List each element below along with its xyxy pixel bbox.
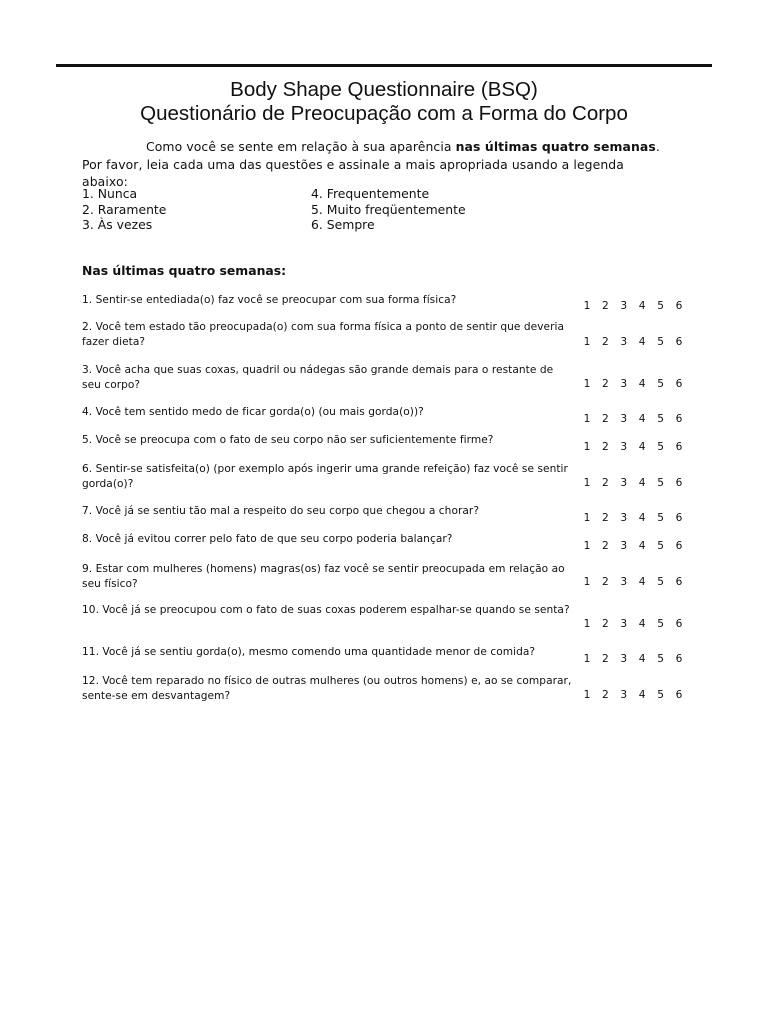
scale-option-1[interactable]: 1	[583, 378, 591, 390]
scale-option-3[interactable]: 3	[620, 653, 628, 665]
legend-item-as-vezes: 3. Às vezes	[82, 217, 153, 232]
scale-option-1[interactable]: 1	[583, 477, 591, 489]
scale-option-5[interactable]: 5	[657, 336, 664, 348]
scale-option-3[interactable]: 3	[620, 512, 628, 524]
question-text: 3. Você acha que suas coxas, quadril ou nádegas são grande demais para o restante de seu corpo?	[82, 364, 554, 391]
scale-option-3[interactable]: 3	[620, 441, 628, 453]
answer-scale	[583, 335, 683, 349]
question-text: 4. Você tem sentido medo de ficar gorda(o) (ou mais gorda(o))?	[82, 406, 424, 418]
intro-text-end: . Por favor, leia cada uma das questões e assinale a mais apropriada usando a legenda abaixo:	[82, 139, 660, 189]
scale-option-1[interactable]: 1	[583, 689, 591, 701]
question-text: 12. Você tem reparado no físico de outras mulheres (ou outros homens) e, ao se comparar, sente-se em desvantagem?	[82, 675, 572, 702]
scale-option-3[interactable]: 3	[620, 336, 628, 348]
scale-option-4[interactable]: 4	[638, 336, 646, 348]
scale-option-1[interactable]: 1	[583, 618, 591, 630]
intro-text-start: Como você se sente em relação à sua aparência	[146, 139, 456, 154]
scale-option-4[interactable]: 4	[638, 300, 646, 312]
scale-option-5[interactable]: 5	[657, 512, 664, 524]
scale-option-4[interactable]: 4	[638, 618, 646, 630]
scale-option-5[interactable]: 5	[657, 689, 664, 701]
scale-option-3[interactable]: 3	[620, 300, 628, 312]
answer-scale	[583, 688, 683, 702]
scale-option-2[interactable]: 2	[602, 300, 609, 312]
scale-option-5[interactable]: 5	[657, 441, 664, 453]
scale-option-3[interactable]: 3	[620, 477, 628, 489]
scale-option-6[interactable]: 6	[675, 653, 683, 665]
scale-option-4[interactable]: 4	[638, 576, 646, 588]
scale-option-6[interactable]: 6	[675, 413, 683, 425]
scale-option-4[interactable]: 4	[638, 378, 646, 390]
top-rule	[56, 64, 712, 67]
scale-option-5[interactable]: 5	[657, 576, 664, 588]
answer-scale	[583, 511, 683, 525]
scale-option-1[interactable]: 1	[583, 441, 591, 453]
scale-option-4[interactable]: 4	[638, 653, 646, 665]
answer-scale	[583, 440, 683, 454]
scale-option-5[interactable]: 5	[657, 540, 664, 552]
scale-option-4[interactable]: 4	[638, 540, 646, 552]
scale-option-1[interactable]: 1	[583, 653, 591, 665]
scale-option-3[interactable]: 3	[620, 689, 628, 701]
scale-option-6[interactable]: 6	[675, 336, 683, 348]
scale-option-1[interactable]: 1	[583, 540, 591, 552]
legend-item-sempre: 6. Sempre	[311, 217, 375, 232]
scale-option-6[interactable]: 6	[675, 477, 683, 489]
scale-option-3[interactable]: 3	[620, 618, 628, 630]
legend-item-nunca: 1. Nunca	[82, 186, 138, 201]
scale-option-1[interactable]: 1	[583, 413, 591, 425]
scale-option-2[interactable]: 2	[602, 618, 609, 630]
scale-option-6[interactable]: 6	[675, 512, 683, 524]
scale-option-6[interactable]: 6	[675, 576, 683, 588]
scale-option-5[interactable]: 5	[657, 378, 664, 390]
question-text: 9. Estar com mulheres (homens) magras(os) faz você se sentir preocupada em relação ao seu físico?	[82, 563, 565, 590]
question-text: 6. Sentir-se satisfeita(o) (por exemplo após ingerir uma grande refeição) faz você se sentir gorda(o)?	[82, 463, 568, 490]
scale-option-1[interactable]: 1	[583, 576, 591, 588]
section-heading: Nas últimas quatro semanas:	[82, 263, 287, 278]
scale-option-2[interactable]: 2	[602, 441, 609, 453]
title-portuguese: Questionário de Preocupação com a Forma do Corpo	[140, 102, 628, 125]
scale-option-3[interactable]: 3	[620, 576, 628, 588]
intro-paragraph	[82, 138, 662, 191]
scale-option-5[interactable]: 5	[657, 618, 664, 630]
scale-option-3[interactable]: 3	[620, 540, 628, 552]
question-text: 2. Você tem estado tão preocupada(o) com sua forma física a ponto de sentir que deveria fazer dieta?	[82, 321, 565, 348]
scale-option-2[interactable]: 2	[602, 653, 609, 665]
scale-option-4[interactable]: 4	[638, 477, 646, 489]
scale-option-6[interactable]: 6	[675, 618, 683, 630]
question-text: 5. Você se preocupa com o fato de seu corpo não ser suficientemente firme?	[82, 434, 494, 446]
scale-option-1[interactable]: 1	[583, 512, 591, 524]
scale-option-2[interactable]: 2	[602, 378, 609, 390]
question-text: 1. Sentir-se entediada(o) faz você se preocupar com sua forma física?	[82, 294, 457, 306]
scale-option-2[interactable]: 2	[602, 689, 609, 701]
legend-item-raramente: 2. Raramente	[82, 202, 167, 217]
scale-option-6[interactable]: 6	[675, 300, 683, 312]
scale-option-6[interactable]: 6	[675, 689, 683, 701]
scale-option-3[interactable]: 3	[620, 378, 628, 390]
answer-scale	[583, 299, 683, 313]
scale-option-1[interactable]: 1	[583, 336, 591, 348]
scale-option-3[interactable]: 3	[620, 413, 628, 425]
scale-option-5[interactable]: 5	[657, 413, 664, 425]
scale-option-5[interactable]: 5	[657, 300, 664, 312]
answer-scale	[583, 539, 683, 553]
scale-option-2[interactable]: 2	[602, 477, 609, 489]
scale-option-5[interactable]: 5	[657, 477, 664, 489]
answer-scale	[583, 377, 683, 391]
scale-option-1[interactable]: 1	[583, 300, 591, 312]
question-text: 7. Você já se sentiu tão mal a respeito do seu corpo que chegou a chorar?	[82, 505, 479, 517]
scale-option-6[interactable]: 6	[675, 441, 683, 453]
intro-text-emphasis: nas últimas quatro semanas	[455, 139, 656, 154]
scale-option-4[interactable]: 4	[638, 689, 646, 701]
scale-option-2[interactable]: 2	[602, 336, 609, 348]
scale-option-4[interactable]: 4	[638, 441, 646, 453]
scale-option-6[interactable]: 6	[675, 540, 683, 552]
question-text: 11. Você já se sentiu gorda(o), mesmo comendo uma quantidade menor de comida?	[82, 646, 536, 658]
answer-scale	[583, 476, 683, 490]
scale-option-2[interactable]: 2	[602, 413, 609, 425]
answer-scale	[583, 412, 683, 426]
scale-option-2[interactable]: 2	[602, 512, 609, 524]
scale-option-2[interactable]: 2	[602, 540, 609, 552]
legend-item-frequentemente: 4. Frequentemente	[311, 186, 430, 201]
question-text: 10. Você já se preocupou com o fato de suas coxas poderem espalhar-se quando se senta?	[82, 604, 570, 616]
question-text: 8. Você já evitou correr pelo fato de que seu corpo poderia balançar?	[82, 533, 453, 545]
legend-item-muito-frequentemente: 5. Muito freqüentemente	[311, 202, 466, 217]
scale-option-2[interactable]: 2	[602, 576, 609, 588]
answer-scale	[583, 652, 683, 666]
answer-scale	[583, 575, 683, 589]
scale-option-5[interactable]: 5	[657, 653, 664, 665]
scale-option-6[interactable]: 6	[675, 378, 683, 390]
title-english: Body Shape Questionnaire (BSQ)	[230, 78, 538, 101]
scale-option-4[interactable]: 4	[638, 413, 646, 425]
scale-option-4[interactable]: 4	[638, 512, 646, 524]
answer-scale	[583, 617, 683, 631]
